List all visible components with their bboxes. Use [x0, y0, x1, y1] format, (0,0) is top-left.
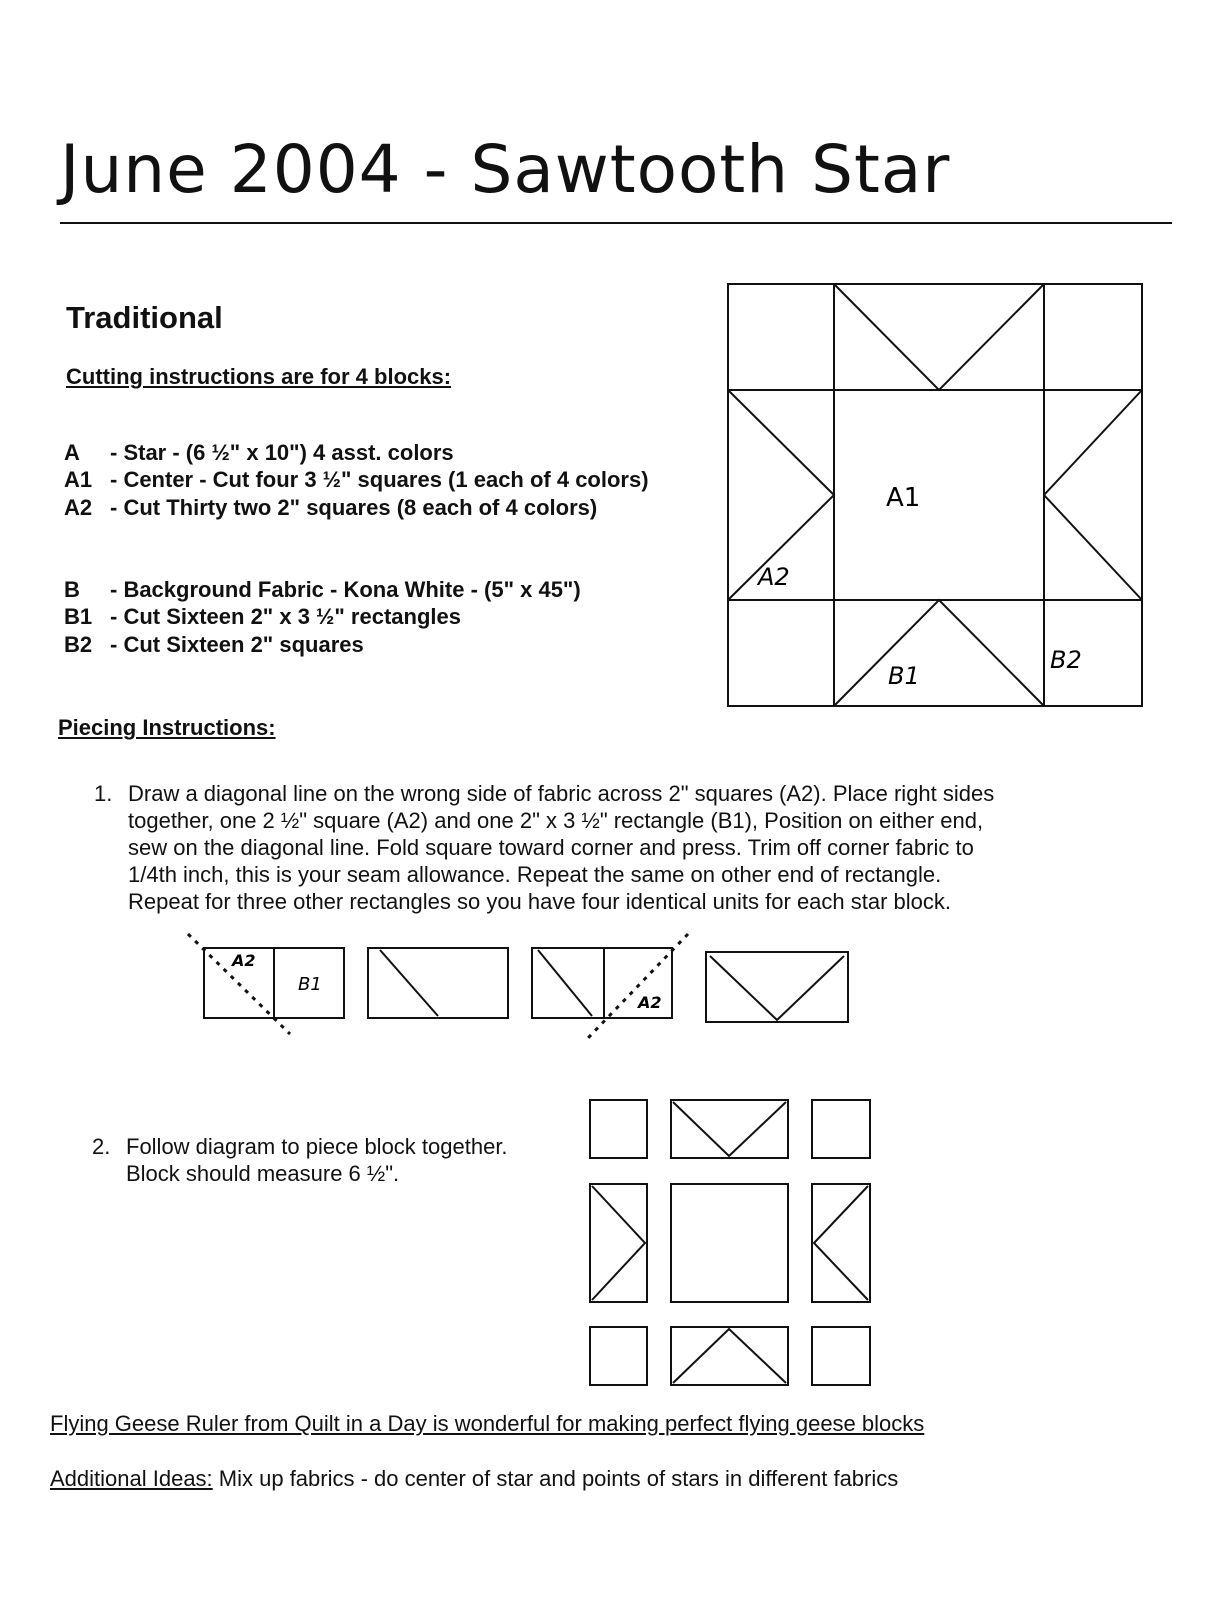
ruler-note: Flying Geese Ruler from Quilt in a Day is wonderful for making perfect flying geese blocks [50, 1411, 925, 1436]
cutting-code: A1 [64, 467, 93, 492]
step-line: sew on the diagonal line. Fold square toward corner and press. Trim off corner fabric to [128, 835, 974, 860]
label-b2: B2 [1050, 646, 1082, 674]
step-1 [94, 780, 1104, 920]
step-label-a2: A2 [232, 951, 256, 970]
label-b1: B1 [888, 662, 920, 690]
additional-ideas [50, 1466, 898, 1492]
step-line: Follow diagram to piece block together. [126, 1134, 508, 1159]
step-text [128, 780, 994, 915]
right-flying-geese [1044, 390, 1142, 600]
geese-unit [671, 1100, 788, 1158]
cutting-item [64, 577, 581, 603]
ideas-text: Mix up fabrics - do center of star and points of stars in different fabrics [212, 1466, 899, 1491]
cutting-item [64, 632, 364, 658]
cutting-code: A [64, 440, 80, 465]
geese-unit [812, 1184, 870, 1302]
page-title: June 2004 - Sawtooth Star [60, 131, 951, 208]
geese-unit [590, 1184, 647, 1302]
cutting-code: B2 [64, 632, 93, 657]
corner-square [812, 1100, 870, 1158]
cutting-code: B1 [64, 604, 93, 629]
flying-geese-steps-diagram [180, 928, 880, 1048]
cutting-text: - Background Fabric - Kona White - (5" x 45") [110, 577, 581, 602]
step-text [126, 1133, 508, 1187]
cutting-item [64, 440, 454, 466]
step-2 [92, 1133, 572, 1193]
step-number: 2. [92, 1134, 111, 1159]
bottom-flying-geese [834, 600, 1044, 706]
label-a2: A2 [758, 563, 790, 591]
section-heading: Traditional [66, 300, 223, 335]
top-flying-geese [834, 284, 1044, 390]
step-label-b1: B1 [298, 974, 322, 995]
step-number: 1. [94, 781, 113, 806]
corner-square [812, 1327, 870, 1385]
step-line: together, one 2 ½" square (A2) and one 2" x 3 ½" rectangle (B1), Position on either end, [128, 808, 984, 833]
center-square [671, 1184, 788, 1302]
cutting-text: - Star - (6 ½" x 10") 4 asst. colors [110, 440, 454, 465]
cutting-item [64, 467, 649, 493]
label-a1: A1 [886, 483, 921, 513]
cutting-text: - Cut Thirty two 2" squares (8 each of 4 colors) [110, 495, 598, 520]
cutting-text: - Cut Sixteen 2" squares [110, 632, 364, 657]
cutting-text: - Cut Sixteen 2" x 3 ½" rectangles [110, 604, 461, 629]
cutting-text: - Center - Cut four 3 ½" squares (1 each of 4 colors) [110, 467, 649, 492]
cutting-code: B [64, 577, 80, 602]
cutting-item [64, 604, 461, 630]
step-line: 1/4th inch, this is your seam allowance. Repeat the same on other end of rectangle. [128, 862, 942, 887]
ideas-label: Additional Ideas: [50, 1466, 213, 1491]
cutting-heading: Cutting instructions are for 4 blocks: [66, 364, 452, 389]
step-label-a2: A2 [638, 993, 662, 1012]
geese-unit [671, 1327, 788, 1385]
block-outline [728, 284, 1142, 706]
step-line: Block should measure 6 ½". [126, 1161, 400, 1186]
title-underline [60, 222, 1172, 224]
step-line: Draw a diagonal line on the wrong side of fabric across 2" squares (A2). Place right sides [128, 781, 995, 806]
cutting-code: A2 [64, 495, 93, 520]
sawtooth-star-diagram [700, 280, 1170, 720]
corner-square [590, 1327, 647, 1385]
exploded-block-diagram [580, 1090, 880, 1400]
corner-square [590, 1100, 647, 1158]
step-line: Repeat for three other rectangles so you have four identical units for each star block. [128, 889, 952, 914]
piecing-heading: Piecing Instructions: [58, 715, 276, 740]
cutting-item [64, 495, 597, 521]
